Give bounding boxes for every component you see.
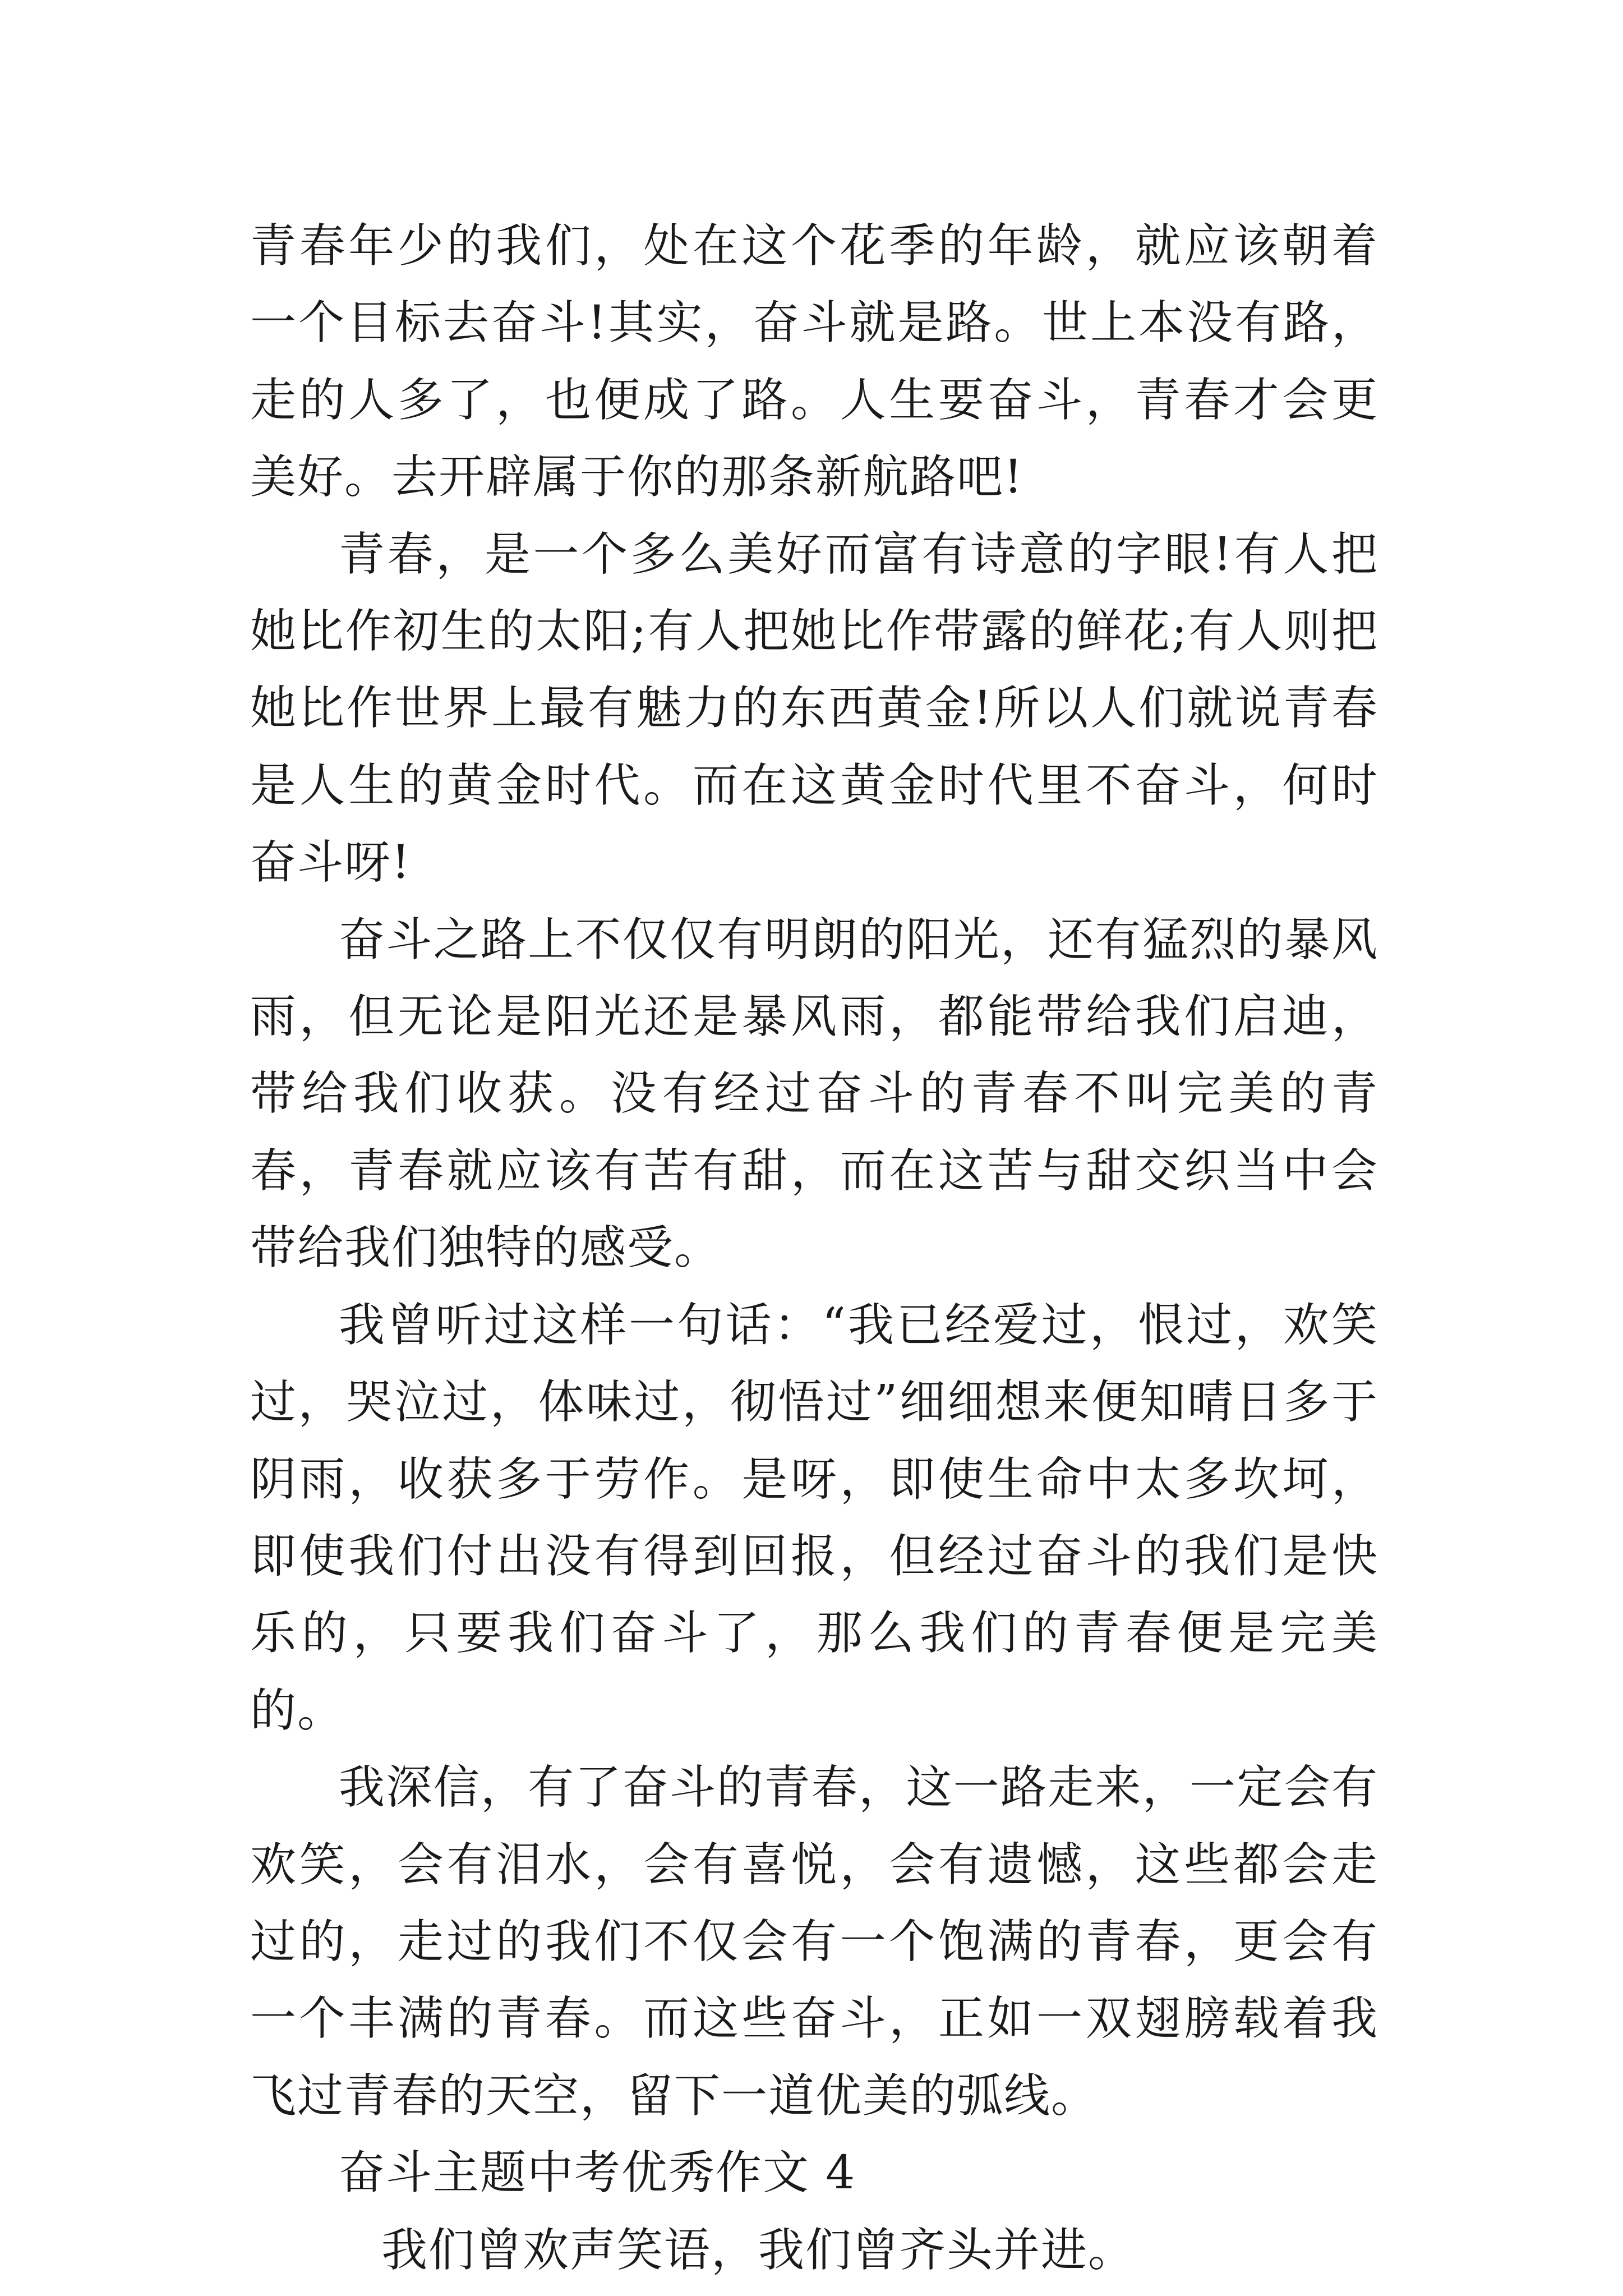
essay-paragraph-4: 我曾听过这样一句话：“我已经爱过，恨过，欢笑过，哭泣过，体味过，彻悟过”细细想来便知晴日多于阴雨，收获多于劳作。是呀，即使生命中太多坎坷，即使我们付出没有得到回报，但经过奋斗的我们是快乐的，只要我们奋斗了，那么我们的青春便是完美的。 [250, 1298, 1378, 1737]
essay-paragraph-2: 青春，是一个多么美好而富有诗意的字眼!有人把她比作初生的太阳;有人把她比作带露的鲜花;有人则把她比作世界上最有魅力的东西黄金!所以人们就说青春是人生的黄金时代。而在这黄金时代里不奋斗，何时奋斗呀! [250, 527, 1378, 890]
essay-paragraph-5: 我深信，有了奋斗的青春，这一路走来，一定会有欢笑，会有泪水，会有喜悦，会有遗憾，这些都会走过的，走过的我们不仅会有一个饱满的青春，更会有一个丰满的青春。而这些奋斗，正如一双翅膀载着我飞过青春的天空，留下一道优美的弧线。 [250, 1761, 1378, 2123]
essay-paragraph-3: 奋斗之路上不仅仅有明朗的阳光，还有猛烈的暴风雨，但无论是阳光还是暴风雨，都能带给我们启迪，带给我们收获。没有经过奋斗的青春不叫完美的青春，青春就应该有苦有甜，而在这苦与甜交织当中会带给我们独特的感受。 [250, 913, 1378, 1275]
essay-opening-line: 我们曾欢声笑语，我们曾齐头并进。 [381, 2223, 1136, 2277]
essay-body [250, 208, 1378, 2289]
essay-paragraph-1: 青春年少的我们，处在这个花季的年龄，就应该朝着一个目标去奋斗!其实，奋斗就是路。世上本没有路，走的人多了，也便成了路。人生要奋斗，青春才会更美好。去开辟属于你的那条新航路吧! [250, 219, 1378, 504]
section-heading: 奋斗主题中考优秀作文 4 [339, 2146, 856, 2200]
